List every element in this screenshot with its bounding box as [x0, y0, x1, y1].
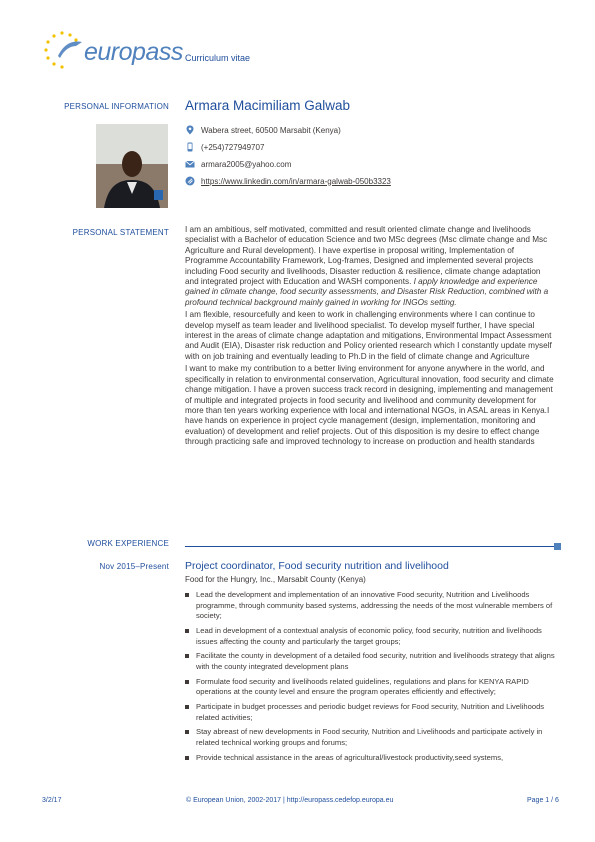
email-row: [185, 158, 291, 170]
duty-item: Provide technical assistance in the areas of agricultural/livestock productivity,seed systems,: [185, 753, 565, 764]
section-divider-end-marker: [554, 543, 561, 550]
duty-item: Stay abreast of new developments in Food security, Nutrition and Livelihoods and participate actively in related technical working groups and forums;: [185, 727, 565, 748]
linkedin-link[interactable]: https://www.linkedin.com/in/armara-galwab-050b3323: [201, 176, 391, 186]
section-divider: [185, 546, 555, 547]
address-text: Wabera street, 60500 Marsabit (Kenya): [201, 125, 341, 135]
duty-item: Facilitate the county in development of a detailed food security, nutrition and livelihoods strategy that aligns with the county integrated development plans: [185, 651, 565, 672]
europass-logo-text: europass: [84, 38, 183, 66]
duty-item: Formulate food security and livelihoods related guidelines, regulations and plans for KENYA RAPID operations at the county level and ensure the program operates efficiently and effectively;: [185, 677, 565, 698]
bullet-icon: [185, 730, 189, 734]
candidate-name: Armara Macimiliam Galwab: [185, 98, 351, 113]
email-text[interactable]: armara2005@yahoo.com: [201, 159, 292, 169]
phone-icon: [185, 142, 195, 152]
document-type-label: Curriculum vitae: [185, 53, 251, 63]
phone-text: (+254)727949707: [201, 142, 265, 152]
bullet-icon: [185, 680, 189, 684]
duty-item: Participate in budget processes and periodic budget reviews for Food security, Nutrition and Livelihoods related activities;: [185, 702, 565, 723]
section-label-work-experience: WORK EXPERIENCE: [87, 539, 169, 548]
footer-page-number: Page 1 / 6: [527, 797, 559, 804]
bullet-icon: [185, 756, 189, 760]
bullet-icon: [185, 629, 189, 633]
address-row: [185, 124, 341, 136]
personal-statement-body: [185, 225, 555, 450]
bullet-icon: [185, 593, 189, 597]
profile-photo: [96, 124, 168, 208]
phone-row: [185, 141, 264, 153]
bullet-icon: [185, 654, 189, 658]
location-icon: [185, 125, 195, 135]
job-employer: Food for the Hungry, Inc., Marsabit County (Kenya): [185, 575, 366, 584]
statement-paragraph-1: I am an ambitious, self motivated, committed and result oriented climate change and livelihoods specialist with a Bachelor of education Science and two MSc degrees (Msc climate change and Msc Agriculture and Rural development). I have expertise in proposal writing, Implementation of Programme Accountability Framework, Log-frames, Designed and implemented several projects including Food security and livelihoods, Disaster reduction & resilience, climate change adaptation and integrated project with Education and WASH components. I apply knowledge and experience gained in climate change, food security assessments, and Disaster Risk Reduction, combined with a profound technical background mainly gained in working for INGOs setting.: [185, 225, 549, 307]
duty-item: Lead in development of a contextual analysis of economic policy, food security, nutrition and livelihoods issues affecting the county and particularly the target groups;: [185, 626, 565, 647]
section-label-personal-statement: PERSONAL STATEMENT: [72, 228, 169, 237]
footer-date: 3/2/17: [42, 797, 62, 804]
bullet-icon: [185, 705, 189, 709]
email-icon: [185, 159, 195, 169]
duty-item: Lead the development and implementation of an innovative Food security, Nutrition and Livelihoods programme, through community based systems, addressing the needs of the most vulnerable members of society;: [185, 590, 565, 622]
website-row: [185, 175, 391, 187]
footer-copyright[interactable]: © European Union, 2002-2017 | http://europass.cedefop.europa.eu: [186, 797, 394, 804]
section-label-personal-information: PERSONAL INFORMATION: [64, 102, 169, 111]
statement-paragraph-3: I want to make my contribution to a better living environment for anyone anywhere in the world, and specifically in relation to environmental conservation, Agricultural innovation, food security and climate change mitigation. I have a proven success track record in designing, implementing and management of multiple and integrated projects in food security and livelihood and community development for more than ten years working experience with local and international NGOs, in ASAL areas in Kenya.I have hands on experience in project cycle management (design, implementation, monitoring and evaluation) of development and relief projects. Out of this disposition is my desire to effect change through practicing safe and improved technology to increase on production and health standards: [185, 364, 554, 447]
job-duties-list: [185, 590, 565, 768]
statement-paragraph-2: I am flexible, resourcefully and keen to work in challenging environments where I can continue to develop myself as team leader and livelihood specialist. To develop myself further, I have special interest in the areas of climate change adaptation and mitigations, Environmental Impact Assessment and Audit (EIA), Disaster risk reduction and Policy oriented research which I constantly update myself with on job training and eventually leading to Ph.D in the field of climate change and Agriculture: [185, 310, 552, 361]
job-title: Project coordinator, Food security nutrition and livelihood: [185, 560, 449, 572]
web-icon: [185, 176, 195, 186]
job-dates: Nov 2015–Present: [99, 562, 169, 571]
